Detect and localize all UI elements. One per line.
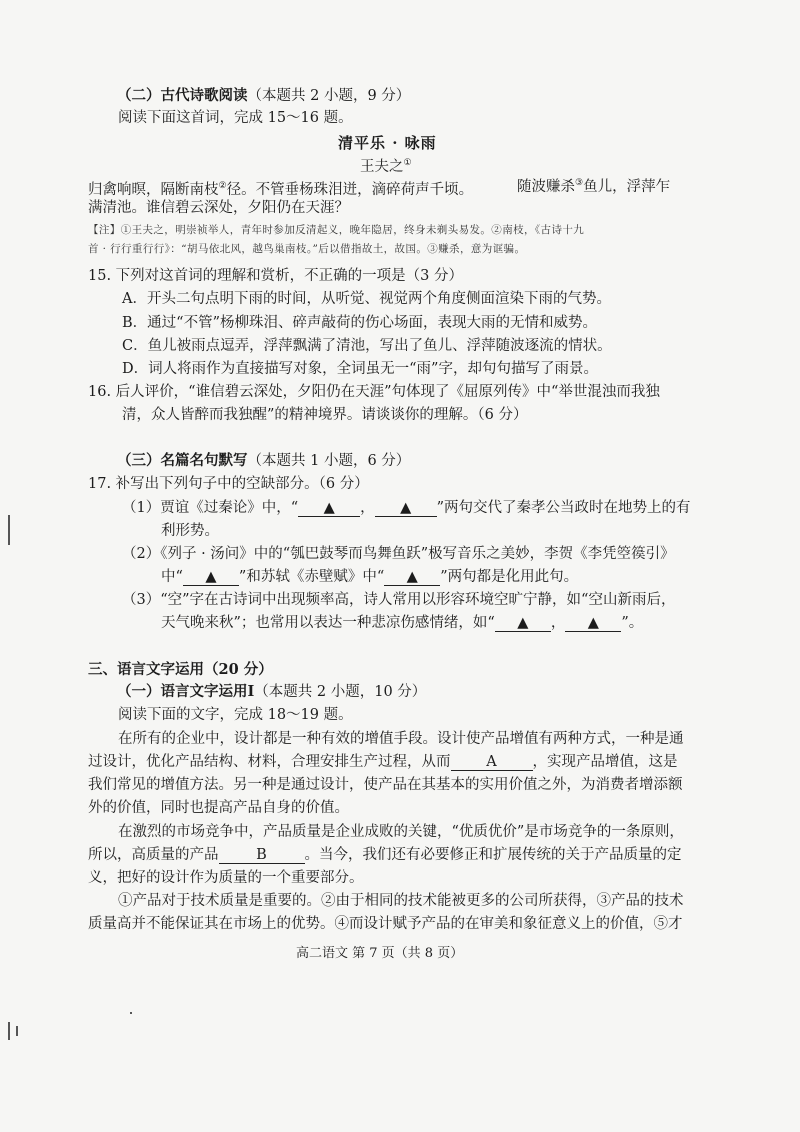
paragraph-line [88, 845, 682, 865]
paragraph-line [88, 752, 678, 772]
answer-blank[interactable]: ▲ [565, 615, 621, 632]
poem-author [360, 153, 412, 177]
poem-text: 鱼儿，浮萍乍 [583, 178, 671, 195]
answer-blank[interactable]: ▲ [183, 569, 239, 586]
question-text: （1）贾谊《过秦论》中，“ [122, 500, 299, 516]
paragraph-line: 义，把好的设计作为质量的一个重要部分。 [88, 870, 364, 886]
poem-author-name: 王夫之 [360, 158, 404, 175]
question-text: 天气晚来秋”；也常用以表达一种悲凉伤感情绪，如“ [161, 615, 495, 631]
paragraph-text: ，实现产品增值，这是 [532, 754, 678, 770]
question-text: ， [360, 500, 375, 516]
poem-text: 径。不管垂杨珠泪迸，滴碎荷声千顷。 [226, 181, 474, 198]
scan-mark [8, 515, 10, 545]
footnote-line: 【注】①王夫之，明崇祯举人，青年时参加反清起义，晚年隐居，终身未剃头易发。②南枝，《古诗十九 [88, 224, 585, 236]
q17-item-3: （3）“空”字在古诗词中出现频率高，诗人常用以形容环境空旷宁静，如“空山新雨后， [122, 592, 676, 608]
paragraph-text: 。当今，我们还有必要修正和扩展传统的关于产品质量的定 [304, 847, 682, 863]
option-a: A．开头二句点明下雨的时间，从听觉、视觉两个角度侧面渲染下雨的气势。 [122, 291, 611, 307]
question-text: ”两句交代了秦孝公当政时在地势上的有 [436, 500, 691, 516]
footnote-marker: ① [403, 158, 412, 168]
answer-blank-a[interactable]: A [451, 754, 533, 771]
poem-line [517, 173, 670, 197]
section-intro: 阅读下面这首词，完成 15～16 题。 [118, 110, 353, 126]
paragraph-line: 在所有的企业中，设计都是一种有效的增值手段。设计使产品增值有两种方式，一种是通 [118, 731, 684, 747]
footnote-marker: ② [218, 181, 227, 191]
question-15: 15. 下列对这首词的理解和赏析，不正确的一项是（3 分） [88, 268, 464, 284]
paragraph-line: 质量高并不能保证其在市场上的优势。④而设计赋予产品的在审美和象征意义上的价值，⑤才 [88, 916, 683, 932]
paragraph-line: ①产品对于技术质量是重要的。②由于相同的技术能被更多的公司所获得，③产品的技术 [118, 893, 684, 909]
q17-item-1 [122, 498, 691, 518]
section-heading [117, 682, 426, 702]
poem-line [88, 176, 473, 200]
q17-item-3-cont [161, 613, 643, 633]
question-text: ， [550, 615, 566, 631]
question-16: 16. 后人评价，“谁信碧云深处，夕阳仍在天涯”句体现了《屈原列传》中“举世混浊而我独 [88, 384, 660, 400]
question-17: 17. 补写出下列句子中的空缺部分。（6 分） [88, 476, 369, 492]
q17-item-2: （2）《列子 · 汤问》中的“瓠巴鼓琴而鸟舞鱼跃”极写音乐之美妙，李贺《李凭箜篌引》 [122, 546, 675, 562]
question-text: ”两句都是化用此句。 [440, 569, 579, 585]
paragraph-line: 在激烈的市场竞争中，产品质量是企业成败的关键，“优质优价”是市场竞争的一条原则， [118, 824, 684, 840]
paragraph-line: 我们常见的增值方法。另一种是通过设计，使产品在其基本的实用价值之外，为消费者增添额 [88, 777, 683, 793]
poem-text: 归禽响暝，隔断南枝 [88, 181, 219, 198]
section-heading-rest: （本题共 1 小题，6 分） [247, 453, 411, 469]
section-heading-bold: （二）古代诗歌阅读 [117, 87, 248, 104]
answer-blank[interactable]: ▲ [375, 500, 437, 517]
q17-item-2-cont [161, 567, 578, 587]
option-b: B．通过“不管”杨柳珠泪、碎声敲荷的伤心场面，表现大雨的无情和威势。 [122, 315, 597, 331]
scan-mark [130, 1012, 132, 1014]
question-text: 中“ [161, 569, 183, 585]
paragraph-text: 所以，高质量的产品 [88, 847, 219, 863]
option-d: D．词人将雨作为直接描写对象，全词虽无一“雨”字，却句句描写了雨景。 [122, 361, 598, 377]
poem-title: 清平乐 · 咏雨 [338, 134, 437, 152]
question-16-cont: 清，众人皆醉而我独醒”的精神境界。请谈谈你的理解。（6 分） [122, 407, 528, 423]
answer-blank[interactable]: ▲ [495, 615, 551, 632]
part-heading: 三、语言文字运用（20 分） [88, 661, 273, 678]
section-heading-bold: （三）名篇名句默写 [117, 452, 248, 469]
option-c: C．鱼儿被雨点逗弄，浮萍飘满了清池，写出了鱼儿、浮萍随波逐流的情状。 [122, 338, 612, 354]
question-text: ”和苏轼《赤壁赋》中“ [238, 569, 385, 585]
footnote-line: 首 · 行行重行行》：“胡马依北风，越鸟巢南枝。”后以借指故土，故国。③赚杀，意为诓骗。 [88, 243, 526, 255]
answer-blank-b[interactable]: B [219, 847, 305, 864]
section-heading [117, 451, 410, 471]
paragraph-line: 外的价值，同时也提高产品自身的价值。 [88, 800, 349, 816]
q17-item-1-cont: 利形势。 [161, 523, 219, 539]
poem-line: 满清池。谁信碧云深处，夕阳仍在天涯？ [88, 200, 349, 216]
paragraph-text: 过设计，优化产品结构、材料，合理安排生产过程，从而 [88, 754, 451, 770]
scan-mark [8, 1022, 10, 1040]
section-heading-rest: （本题共 2 小题，9 分） [247, 88, 411, 104]
section-heading-bold: （一）语言文字运用Ⅰ [117, 683, 255, 700]
footnote-marker: ③ [575, 178, 584, 188]
section-heading-rest: （本题共 2 小题，10 分） [254, 684, 427, 700]
scan-mark [16, 1026, 18, 1036]
question-text: ”。 [621, 615, 644, 631]
section-intro: 阅读下面的文字，完成 18～19 题。 [118, 707, 353, 723]
section-heading [117, 86, 410, 106]
answer-blank[interactable]: ▲ [298, 500, 360, 517]
page-footer: 高二语文 第 7 页（共 8 页） [296, 946, 464, 961]
answer-blank[interactable]: ▲ [384, 569, 440, 586]
poem-text: 随波赚杀 [517, 178, 575, 195]
